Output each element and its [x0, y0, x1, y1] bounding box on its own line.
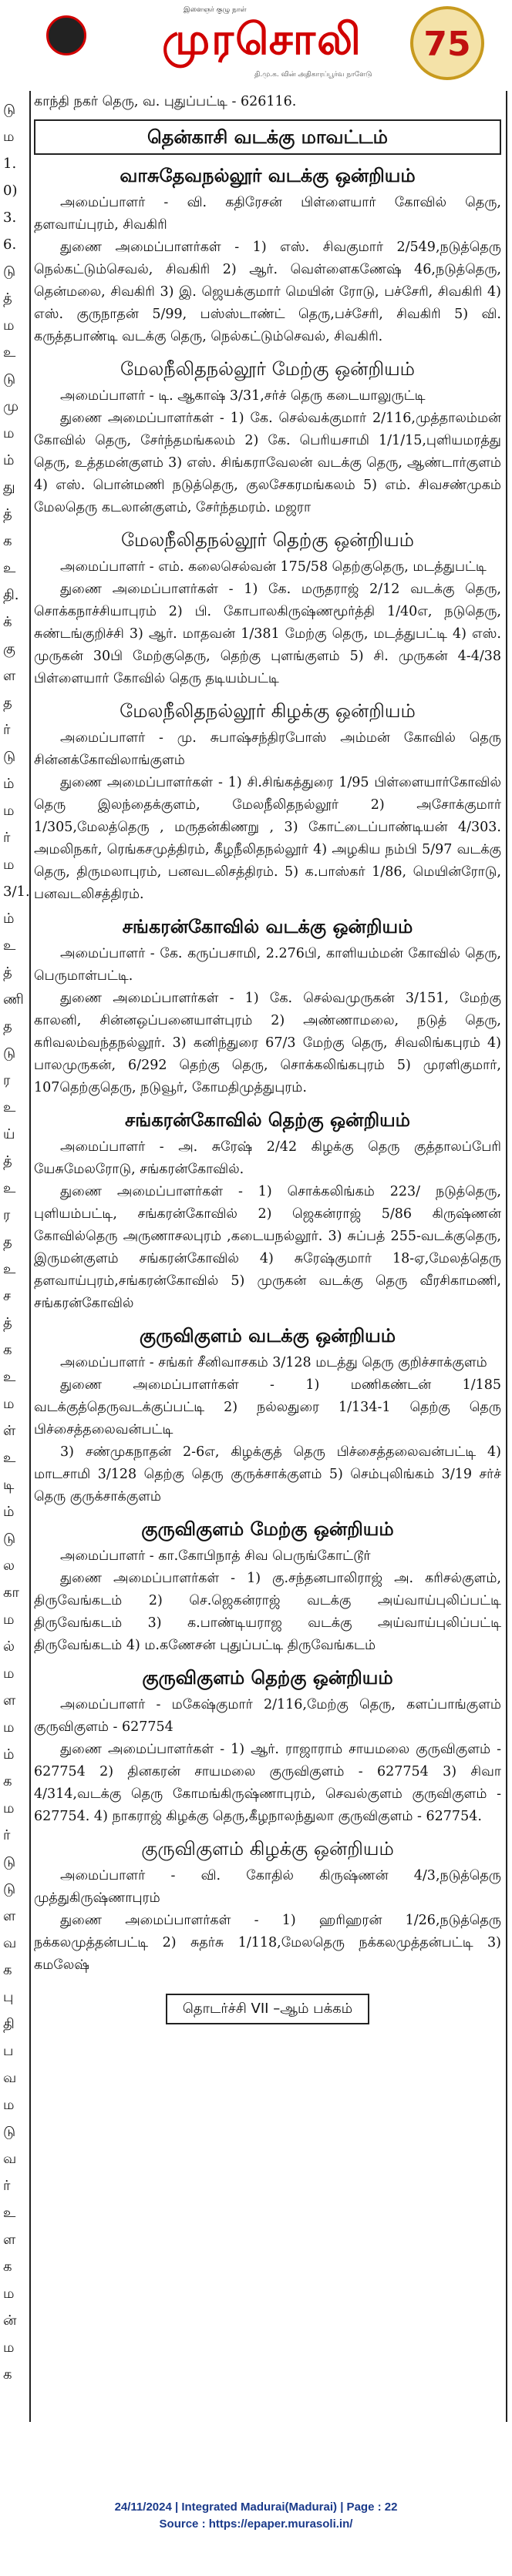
strip-fragment: உ	[3, 937, 16, 954]
strip-fragment: ம்	[3, 1504, 15, 1520]
section-heading: மேலநீலிதநல்லூர் மேற்கு ஒன்றியம்	[120, 358, 415, 380]
strip-fragment: ம	[3, 1800, 15, 1816]
section-heading: குருவிகுளம் தெற்கு ஒன்றியம்	[142, 1667, 393, 1689]
strip-fragment: ம	[3, 129, 15, 145]
strip-fragment: ம்	[3, 452, 15, 468]
strip-fragment: டு	[3, 1854, 16, 1870]
strip-fragment: க	[3, 1962, 12, 1978]
strip-fragment: க	[3, 1773, 12, 1789]
strip-fragment: 3/1.	[3, 884, 30, 900]
section-paragraph: அமைப்பாளர் - வி. கோதில் கிருஷ்ணன் 4/3,நடுத்தெரு முத்துகிருஷ்ணாபுரம்	[34, 1868, 501, 1906]
strip-fragment: ர்	[3, 2178, 11, 2194]
column-divider	[506, 91, 507, 2422]
section-paragraph: அமைப்பாளர் - மகேஷ்குமார் 2/116,மேற்கு தெரு, களப்பாங்குளம் குருவிகுளம் - 627754	[34, 1697, 501, 1735]
strip-fragment: ர	[3, 1207, 11, 1223]
strip-fragment: டு	[3, 102, 16, 118]
section-paragraph: துணை அமைப்பாளர்கள் - 1) மணிகண்டன் 1/185 வடக்குத்தெருவடக்குப்பட்டி 2) நல்லதுரை 1/134-1 தெற்கு தெரு பிச்சைத்தலைவன்பட்டி	[34, 1377, 501, 1437]
strip-fragment: ச	[3, 1288, 11, 1304]
strip-fragment: ம	[3, 317, 15, 334]
tagline: இளைஞர் குழு நாள்	[184, 6, 247, 14]
anniversary-75-icon	[401, 2, 493, 85]
section-paragraph: அமைப்பாளர் - டி. ஆகாஷ் 3/31,சர்ச் தெரு கடையாலுருட்டி	[60, 388, 426, 404]
strip-fragment: ம	[3, 2286, 15, 2302]
opening-line: காந்தி நகர் தெரு, வ. புதுப்பட்டி - 626116.	[34, 94, 297, 109]
section-paragraph: அமைப்பாளர் - கா.கோபிநாத் சிவ பெருங்கோட்டூர்	[60, 1548, 371, 1564]
strip-fragment: ர்	[3, 1827, 11, 1843]
strip-fragment: க	[3, 1342, 12, 1358]
strip-fragment: ய்	[3, 1126, 15, 1142]
strip-fragment: தி	[3, 2016, 15, 2032]
strip-fragment: உ	[3, 1261, 16, 1277]
strip-fragment: உ	[3, 2205, 16, 2221]
strip-fragment: ள	[3, 668, 16, 684]
continuation-note: தொடர்ச்சி VII –ஆம் பக்கம்	[166, 1994, 369, 2024]
strip-fragment: ம	[3, 1396, 15, 1412]
strip-fragment: ம	[3, 425, 15, 441]
strip-fragment: வ	[3, 2070, 17, 2086]
strip-fragment: ர்	[3, 722, 11, 738]
strip-fragment: த்	[3, 290, 12, 307]
strip-fragment: தி.	[3, 587, 19, 603]
strip-fragment: ள	[3, 1692, 16, 1709]
strip-fragment: டு	[3, 1881, 16, 1897]
section-heading: மேலநீலிதநல்லூர் தெற்கு ஒன்றியம்	[121, 529, 414, 551]
page-footer	[0, 2499, 512, 2576]
strip-fragment: ம்	[3, 911, 15, 927]
masthead-header	[0, 0, 512, 91]
section-paragraph: துணை அமைப்பாளர்கள் - 1) கு.சந்தனபாலிராஜ் அ. கரிசல்குளம், திருவேங்கடம் 2) செ.ஜெகன்ராஜ் வடக்கு அய்வாய்புலிப்பட்டி திருவேங்கடம் 3) க.பாண்டியராஜ வடக்கு அய்வாய்புலிப்பட்டி திருவேங்கடம் 4) ம.கணேசன் புதுப்பட்டி திருவேங்கடம்	[34, 1571, 501, 1653]
section-list	[34, 163, 501, 1977]
strip-fragment: து	[3, 479, 15, 495]
strip-fragment: த்	[3, 506, 12, 522]
section-paragraph: 3) சண்முகநாதன் 2-6எ, கிழக்குத் தெரு பிச்சைத்தலைவன்பட்டி 4) மாடசாமி 3/128 தெற்கு தெரு குருக்சாக்குளம் 5) செம்புலிங்கம் 3/19 சர்ச் தெரு குருக்சாக்குளம்	[34, 1444, 501, 1504]
strip-fragment: த்	[3, 1153, 12, 1169]
strip-fragment: ல	[3, 1558, 15, 1574]
section-paragraph: அமைப்பாளர் - மு. சுபாஷ்சந்திரபோஸ் அம்மன் கோவில் தெரு சின்னக்கோவிலாங்குளம்	[34, 730, 501, 768]
strip-fragment: டு	[3, 1531, 16, 1547]
section-heading: வாசுதேவநல்லூர் வடக்கு ஒன்றியம்	[120, 165, 416, 186]
strip-fragment: த்	[3, 964, 12, 981]
strip-fragment: பு	[3, 1989, 14, 2005]
strip-fragment: ம்	[3, 776, 15, 792]
strip-fragment: த	[3, 1234, 12, 1250]
strip-fragment: த	[3, 695, 12, 711]
strip-fragment: ம	[3, 1665, 15, 1682]
section-paragraph: துணை அமைப்பாளர்கள் - 1) சி.சிங்கத்துரை 1/95 பிள்ளையார்கோவில் தெரு இலந்தைக்குளம், மேலநீலிதநல்லூர் 2) அசோக்குமார் 1/305,மேலத்தெரு , மருதன்கிணறு , 3) கோட்டைப்பாண்டியன் 4/303. அமலிநகர், ரெங்கசமுத்திரம், கீழநீலிதநல்லூர் 4) அழகிய நம்பி 5/97 வடக்கு தெரு, திருமலாபுரம், பனவடலிசத்திரம். 5) க.பாஸ்கர் 1/86, மெயின்ரோடு, பனவடலிசத்திரம்.	[34, 775, 501, 902]
strip-fragment: 6.	[3, 236, 17, 253]
strip-fragment: க	[3, 533, 12, 549]
footer-source-line: Source : https://epaper.murasoli.in/	[159, 2517, 353, 2531]
strip-fragment: கா	[3, 1585, 19, 1601]
strip-fragment: உ	[3, 1450, 16, 1466]
strip-fragment: 3.	[3, 210, 17, 226]
district-heading: தென்காசி வடக்கு மாவட்டம்	[34, 119, 501, 155]
strip-fragment: வ	[3, 2151, 17, 2167]
section-paragraph: துணை அமைப்பாளர்கள் - 1) ஹரிஹரன் 1/26,நடுத்தெரு நக்கலமுத்தன்பட்டி 2) சுதர்சு 1/118,மேலதெரு நக்கலமுத்தன்பட்டி 3) கமலேஷ்	[34, 1913, 501, 1973]
strip-fragment: உ	[3, 1180, 16, 1196]
section-paragraph: அமைப்பாளர் - அ. சுரேஷ் 2/42 கிழக்கு தெரு குத்தாலப்பேரி யேசுமேலரோடு, சங்கரன்கோவில்.	[34, 1139, 501, 1177]
strip-fragment: டு	[3, 2124, 16, 2140]
strip-fragment: உ	[3, 344, 16, 361]
strip-fragment: உ	[3, 1099, 16, 1115]
section-heading: குருவிகுளம் வடக்கு ஒன்றியம்	[139, 1325, 396, 1347]
section-paragraph: துணை அமைப்பாளர்கள் - 1) கே. செல்வமுருகன் 3/151, மேற்கு காலனி, சின்னஒப்பனையாள்புரம் 2) அண்ணாமலை, நடுத் தெரு, கரிவலம்வந்தநல்லூர். 3) கனிந்துரை 67/3 மேற்கு தெரு, சிவலிங்கபுரம் 4) பாலமுருகன், 6/292 தெற்கு தெரு, சொக்கலிங்கபுரம் 5) முரளிகுமார், 107தெற்குதெரு, நடுவூர், கோமதிமுத்துபுரம்.	[34, 991, 501, 1095]
strip-fragment: ம	[3, 1612, 15, 1628]
masthead-subline: தி.மு.க. வின் அதிகாரப்பூர்வ நாளேடு	[254, 71, 372, 79]
section-heading: மேலநீலிதநல்லூர் கிழக்கு ஒன்றியம்	[120, 700, 416, 722]
anniversary-number: 75	[423, 25, 471, 64]
section-paragraph: அமைப்பாளர் - சங்கர் சீனிவாசகம் 3/128 மடத்து தெரு குறிச்சாக்குளம்	[60, 1355, 487, 1370]
section-paragraph: துணை அமைப்பாளர்கள் - 1) கே. செல்வக்குமார் 2/116,முத்தாலம்மன் கோவில் தெரு, சேர்ந்தமங்கலம் 2) கே. பெரியசாமி 1/1/15,புளியமரத்து தெரு, உத்தமன்குளம் 3) எஸ். சிங்கராவேலன் வடக்கு தெரு, ஆண்டார்குளம் 4) எஸ். பொன்மணி நடுத்தெரு, குலசேகரமங்கலம் 5) எம். சிவசண்முகம் மேலதெரு கடலான்குளம், சேர்ந்தமரம். மஜரா	[34, 411, 501, 515]
party-logo-icon	[46, 15, 86, 55]
section-heading: குருவிகுளம் கிழக்கு ஒன்றியம்	[141, 1838, 394, 1860]
strip-fragment: வ	[3, 1935, 17, 1951]
strip-fragment: த்	[3, 1315, 12, 1331]
strip-fragment: ன்	[3, 2313, 17, 2329]
article-column	[34, 91, 501, 2422]
strip-fragment: டு	[3, 749, 16, 765]
strip-fragment: ள	[3, 2232, 16, 2248]
strip-fragment: க்	[3, 614, 12, 630]
strip-fragment: கு	[3, 641, 15, 657]
strip-fragment: டு	[3, 263, 16, 280]
strip-fragment: ம்	[3, 1746, 15, 1763]
footer-date-line: 24/11/2024 | Integrated Madurai(Madurai) | Page : 22	[114, 2501, 398, 2514]
strip-fragment: டு	[3, 371, 16, 387]
section-heading: சங்கரன்கோவில் தெற்கு ஒன்றியம்	[125, 1109, 410, 1131]
strip-fragment: 0)	[3, 183, 18, 199]
strip-fragment: ள	[3, 1908, 16, 1924]
strip-fragment: க	[3, 2366, 12, 2383]
section-heading: குருவிகுளம் மேற்கு ஒன்றியம்	[141, 1518, 394, 1540]
strip-fragment: ம	[3, 2097, 15, 2113]
strip-fragment: டி	[3, 1477, 15, 1493]
strip-fragment: ணி	[3, 991, 24, 1008]
strip-fragment: மு	[3, 398, 19, 414]
section-paragraph: துணை அமைப்பாளர்கள் - 1) எஸ். சிவகுமார் 2/549,நடுத்தெரு நெல்கட்டும்செவல், சிவகிரி 2) ஆர். வெள்ளைகணேஷ் 46,நடுத்தெரு, தென்மலை, சிவகிரி 3) இ. ஜெயக்குமார் மெயின் ரோடு, பச்சேரி, சிவகிரி 4) எஸ். குருநாதன் 5/99, பஸ்ஸ்டாண்ட் தெரு,பச்சேரி, சிவகிரி 5) வி. கருத்தபாண்டி வடக்கு தெரு, நெல்கட்டும்செவல், சிவகிரி.	[34, 240, 501, 344]
strip-fragment: டு	[3, 1045, 16, 1062]
strip-fragment: ர	[3, 1072, 11, 1088]
strip-fragment: க	[3, 2259, 12, 2275]
section-paragraph: அமைப்பாளர் - எம். கலைசெல்வன் 175/58 தெற்குதெரு, மடத்துபட்டி	[60, 559, 487, 575]
strip-fragment: ம	[3, 2340, 15, 2356]
strip-fragment: ப	[3, 2043, 14, 2059]
section-paragraph: அமைப்பாளர் - கே. கருப்பசாமி, 2.276பி, காளியம்மன் கோவில் தெரு, பெருமாள்பட்டி.	[34, 946, 501, 984]
strip-fragment: த	[3, 1018, 12, 1035]
strip-fragment: உ	[3, 1369, 16, 1385]
strip-fragment: ம	[3, 803, 15, 819]
strip-fragment: ல்	[3, 1639, 15, 1655]
strip-fragment: 1.	[3, 156, 17, 172]
section-heading: சங்கரன்கோவில் வடக்கு ஒன்றியம்	[122, 916, 413, 937]
strip-fragment: ம	[3, 1719, 15, 1736]
strip-fragment: ர்	[3, 830, 11, 846]
strip-fragment: உ	[3, 560, 16, 576]
section-paragraph: துணை அமைப்பாளர்கள் - 1) ஆர். ராஜாராம் சாயமலை குருவிகுளம் - 627754 2) தினகரன் சாயமலை குருவிகுளம் - 627754 3) சிவா 4/314,வடக்கு தெரு கோமங்கிருஷ்ணாபுரம், செவல்குளம் குருவிகுளம் - 627754. 4) நாகராஜ் கிழக்கு தெரு,கீழநாலந்துலா குருவிகுளம் - 627754.	[34, 1742, 501, 1824]
newspaper-title: முரசொலி	[162, 14, 362, 65]
adjacent-column-fragment	[0, 91, 31, 2422]
strip-fragment: ள்	[3, 1423, 16, 1439]
strip-fragment: ம	[3, 857, 15, 873]
section-paragraph: அமைப்பாளர் - வி. கதிரேசன் பிள்ளையார் கோவில் தெரு, தளவாய்புரம், சிவகிரி	[34, 195, 501, 233]
section-paragraph: துணை அமைப்பாளர்கள் - 1) சொக்கலிங்கம் 223/ நடுத்தெரு, புளியம்பட்டி, சங்கரன்கோவில் 2) ஜெகன்ராஜ் 5/86 கிருஷ்ணன் கோவில்தெரு அருணாசலபுரம் ,கடையநல்லூர். 3) சுப்பத் 255-வடக்குதெரு, இருமன்குளம் சங்கரன்கோவில் 4) சுரேஷ்குமார் 18-ஏ,மேலத்தெரு தளவாய்புரம்,சங்கரன்கோவில் 5) முருகன் வடக்கு தெரு வீரசிகாமணி, சங்கரன்கோவில்	[34, 1184, 501, 1311]
section-paragraph: துணை அமைப்பாளர்கள் - 1) கே. மருதராஜ் 2/12 வடக்கு தெரு, சொக்கநாச்சியாபுரம் 2) பி. கோபாலகிருஷ்ணமூர்த்தி 1/40எ, நடுதெரு, சுண்டங்குறிச்சி 3) ஆர். மாதவன் 1/381 மேற்கு தெரு, மடத்துபட்டி 4) எஸ். முருகன் 30பி மேற்குதெரு, தெற்கு புளங்குளம் 5) சி. முருகன் 4-4/38 பிள்ளையார் கோவில் தெரு தடியம்பட்டி	[34, 582, 501, 686]
